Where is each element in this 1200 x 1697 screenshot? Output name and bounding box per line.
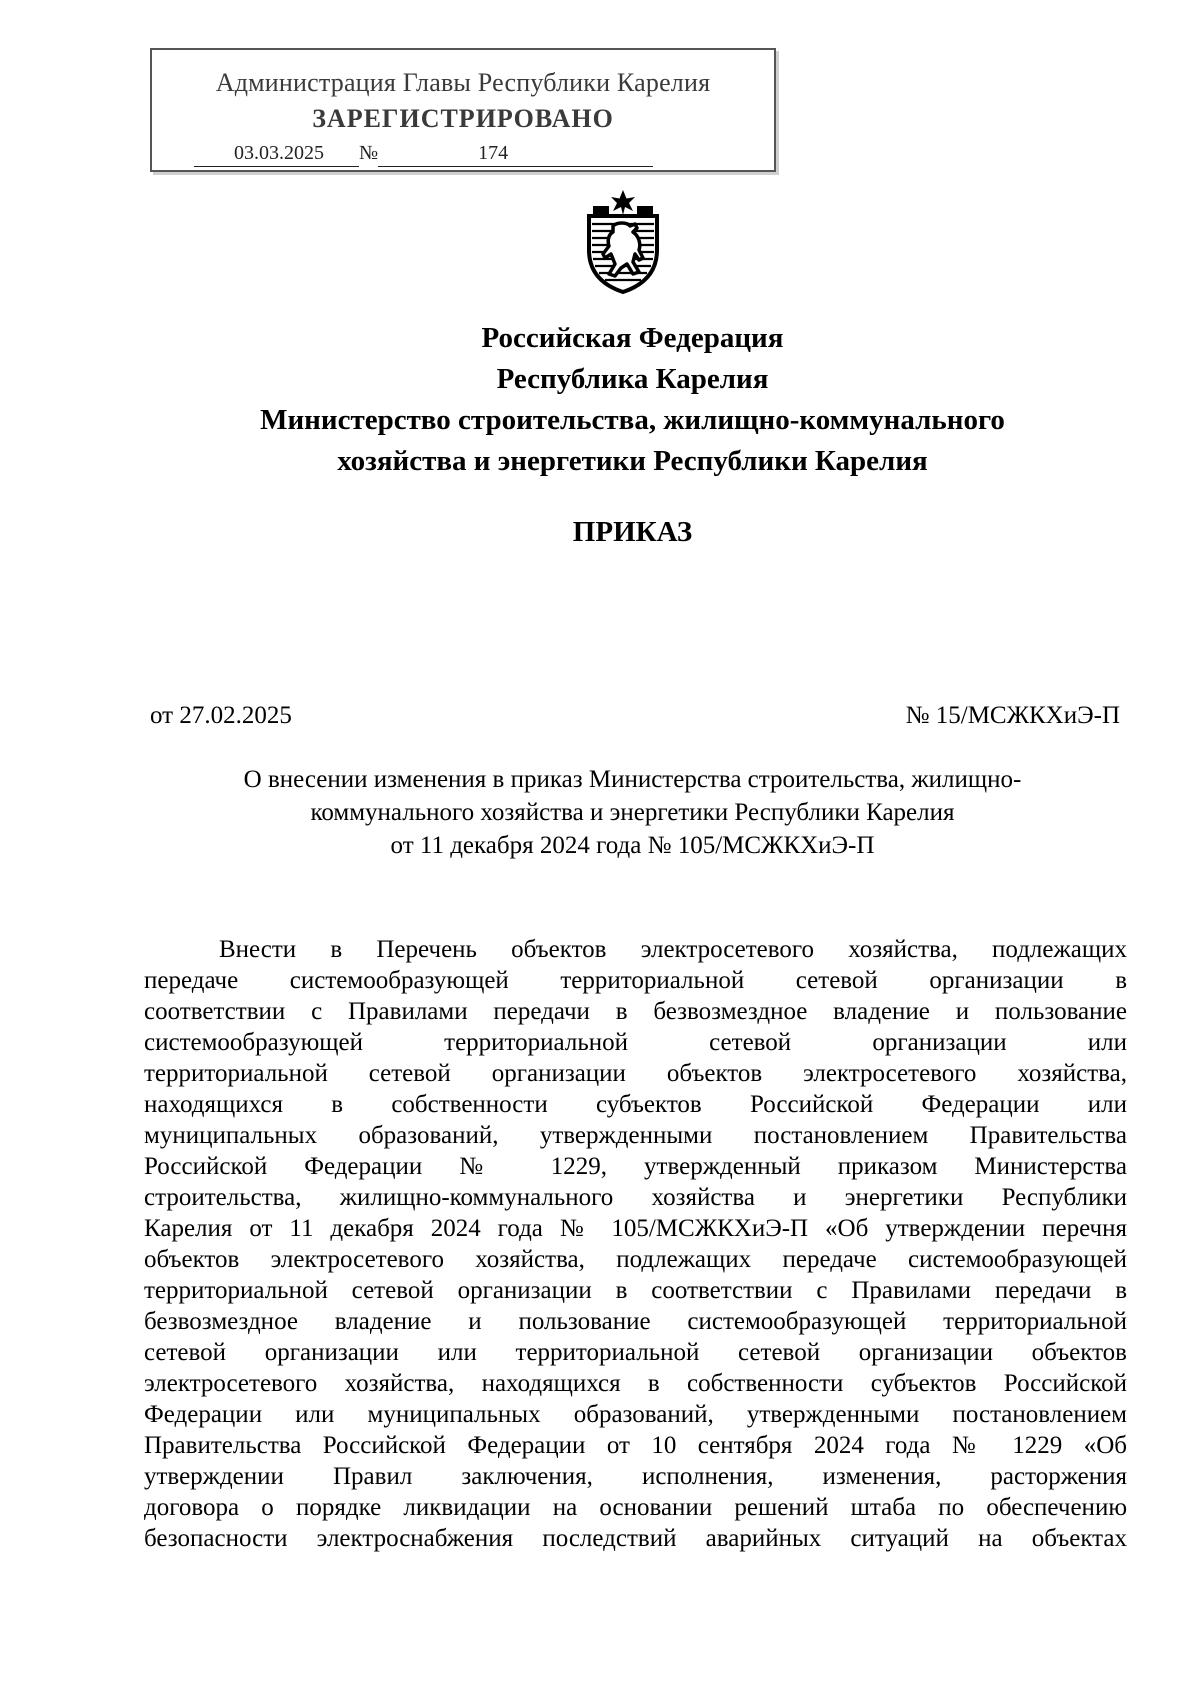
emblem-crown-left xyxy=(593,206,609,214)
emblem-crown-right xyxy=(637,206,653,214)
body-line: Российской Федерации № 1229, утвержденный приказом Министерства xyxy=(144,1153,1127,1180)
body-line: сетевой организации или территориальной сетевой организации объектов xyxy=(144,1339,1127,1366)
document-date: от 27.02.2025 xyxy=(150,702,292,729)
body-line: электросетевого хозяйства, находящихся в собственности субъектов Российской xyxy=(144,1370,1127,1397)
body-line: территориальной сетевой организации объектов электросетевого хозяйства, xyxy=(144,1060,1127,1087)
body-line: передаче системообразующей территориальной сетевой организации в xyxy=(144,967,1127,994)
stamp-registration-line xyxy=(194,142,653,167)
body-line: безопасности электроснабжения последствий аварийных ситуаций на объектах xyxy=(144,1525,1127,1552)
subject-line-3: от 11 декабря 2024 года № 105/МСЖКХиЭ-П xyxy=(390,832,875,859)
body-line: Карелия от 11 декабря 2024 года № 105/МСЖКХиЭ-П «Об утверждении перечня xyxy=(144,1215,1127,1242)
body-line: находящихся в собственности субъектов Российской Федерации или xyxy=(144,1091,1127,1118)
stamp-number-label: № xyxy=(359,142,379,164)
emblem-star xyxy=(611,190,635,215)
registration-stamp xyxy=(150,48,776,172)
subject-line-1: О внесении изменения в приказ Министерства строительства, жилищно- xyxy=(243,766,1022,793)
header-republic: Республика Карелия xyxy=(496,363,769,395)
body-line: соответствии с Правилами передачи в безвозмездное владение и пользование xyxy=(144,998,1127,1025)
document-number: № 15/МСЖКХиЭ-П xyxy=(905,702,1120,729)
body-line: территориальной сетевой организации в соответствии с Правилами передачи в xyxy=(144,1277,1127,1304)
body-line: объектов электросетевого хозяйства, подлежащих передаче системообразующей xyxy=(144,1246,1127,1273)
karelia-coat-of-arms-icon xyxy=(583,188,663,296)
body-line: Правительства Российской Федерации от 10 сентября 2024 года № 1229 «Об xyxy=(144,1432,1127,1459)
document-meta xyxy=(150,702,1120,730)
document-subject xyxy=(140,763,1125,862)
subject-line-2: коммунального хозяйства и энергетики Республики Карелия xyxy=(310,799,955,826)
body-line: договора о порядке ликвидации на основании решений штаба по обеспечению xyxy=(144,1494,1127,1521)
body-line: безвозмездное владение и пользование системообразующей территориальной xyxy=(144,1308,1127,1335)
ministry-header xyxy=(140,318,1125,482)
body-line: строительства, жилищно-коммунального хозяйства и энергетики Республики xyxy=(144,1184,1127,1211)
stamp-date-field xyxy=(194,142,359,167)
header-ministry-line1: Министерство строительства, жилищно-коммунального xyxy=(260,404,1005,436)
body-line: утверждении Правил заключения, исполнения, изменения, расторжения xyxy=(144,1463,1127,1490)
stamp-number: 174 xyxy=(478,142,509,164)
stamp-status: ЗАРЕГИСТРИРОВАНО xyxy=(312,104,614,133)
stamp-organization: Администрация Главы Республики Карелия xyxy=(215,68,711,97)
body-line: Внести в Перечень объектов электросетевого хозяйства, подлежащих xyxy=(219,936,1127,963)
stamp-number-field xyxy=(378,142,653,167)
header-country: Российская Федерация xyxy=(481,322,784,354)
body-line: системообразующей территориальной сетевой организации или xyxy=(144,1029,1127,1056)
body-line: Федерации или муниципальных образований, утвержденными постановлением xyxy=(144,1401,1127,1428)
document-body xyxy=(144,934,1127,1554)
body-line: муниципальных образований, утвержденными постановлением Правительства xyxy=(144,1122,1127,1149)
header-ministry-line2: хозяйства и энергетики Республики Карелия xyxy=(337,445,928,477)
document-type: ПРИКАЗ xyxy=(572,516,693,548)
stamp-date: 03.03.2025 xyxy=(234,142,324,164)
